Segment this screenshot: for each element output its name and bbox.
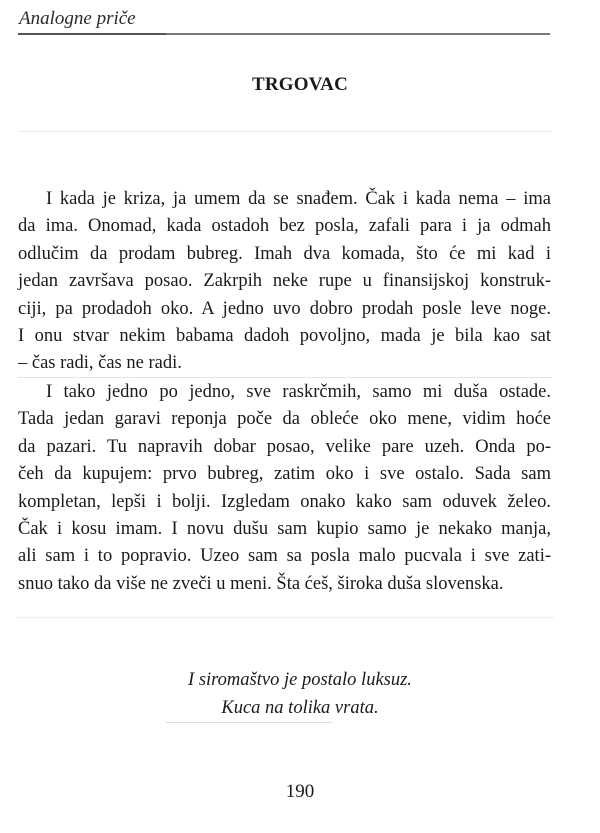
text-line: I onu stvar nekim babama dadoh povoljno, mada je bila kao sat <box>18 326 551 347</box>
paragraph-1 <box>18 186 551 378</box>
text-line: jedan završava posao. Zakrpih neke rupe u finansijskoj konstruk- <box>18 271 551 292</box>
text-line: da pazari. Tu napravih dobar posao, velike pare uzeh. Onda po- <box>18 436 551 457</box>
text-line: I tako jedno po jedno, sve raskrčmih, samo mi duša ostade. <box>46 382 551 402</box>
text-line: ciji, pa prodadoh oko. A jedno uvo dobro prodah posle leve noge. <box>18 298 551 319</box>
epigraph-rule <box>166 722 332 723</box>
running-head: Analogne priče <box>19 8 136 29</box>
paragraph-2 <box>18 379 551 598</box>
epigraph-line: Kuca na tolika vrata. <box>221 698 379 718</box>
text-line: čeh da kupujem: prvo bubreg, zatim oko i sve ostalo. Sada sam <box>18 464 551 485</box>
text-line: I kada je kriza, ja umem da se snađem. Čak i kada nema – ima <box>46 189 551 209</box>
text-line: snuo tako da više ne zveči u meni. Šta ćeš, široka duša slovenska. <box>18 573 504 594</box>
text-line: ali sam i to popravio. Uzeo sam sa posla malo pucvala i sve zati- <box>18 546 551 567</box>
text-line: – čas radi, čas ne radi. <box>18 353 182 374</box>
divider <box>16 617 554 618</box>
text-line: odlučim da prodam bubreg. Imah dva komada, što će mi kad i <box>18 243 551 264</box>
divider <box>18 131 552 132</box>
divider <box>18 377 552 378</box>
story-title: TRGOVAC <box>251 74 349 95</box>
epigraph-line: I siromaštvo je postalo luksuz. <box>188 670 412 690</box>
text-line: da ima. Onomad, kada ostadoh bez posla, zafali para i ja odmah <box>18 216 551 237</box>
text-line: Tada jedan garavi reponja poče da obleće oko mene, vidim hoće <box>18 409 551 430</box>
text-line: Čak i kosu imam. I novu dušu sam kupio samo je nekako manja, <box>18 519 551 540</box>
text-line: kompletan, lepši i bolji. Izgledam onako kako sam oduvek želeo. <box>18 491 551 512</box>
page-number: 190 <box>285 781 315 802</box>
header-rule-accent <box>18 33 166 35</box>
epigraph <box>0 666 600 722</box>
